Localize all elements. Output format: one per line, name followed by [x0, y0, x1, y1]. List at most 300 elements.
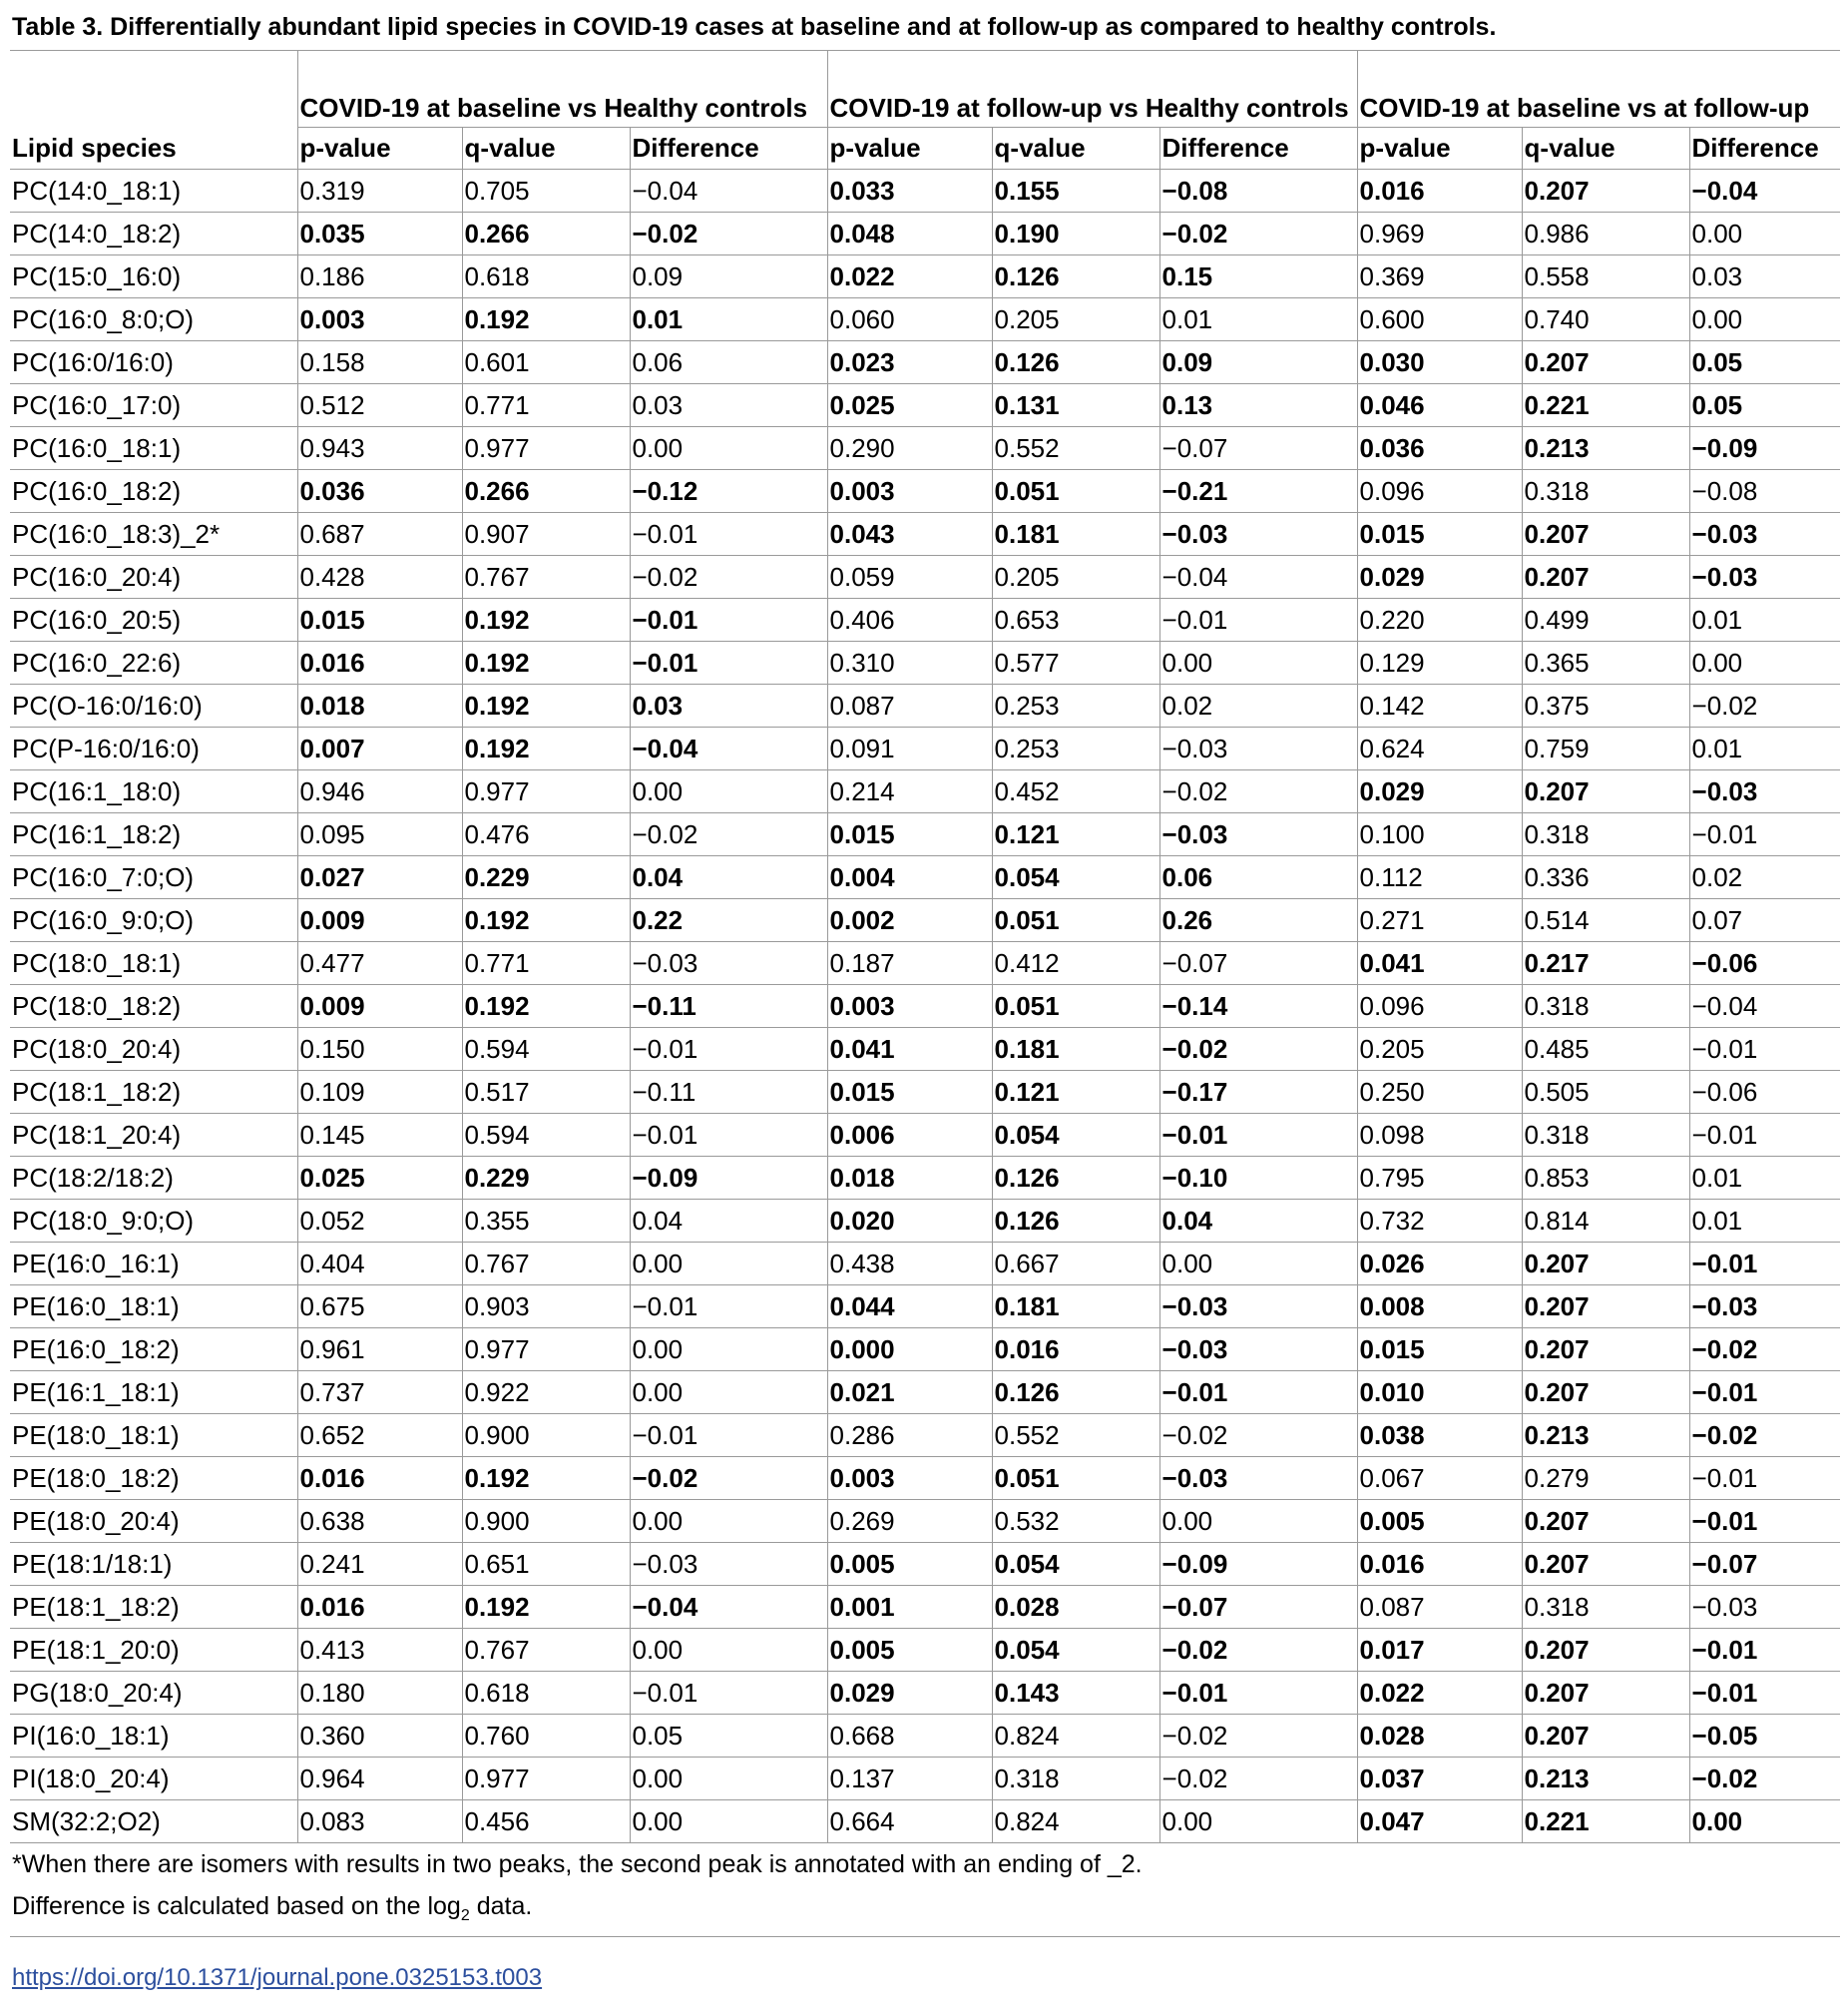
difference-cell: −0.14	[1159, 985, 1357, 1028]
doi-link[interactable]: https://doi.org/10.1371/journal.pone.0325153.t003	[12, 1964, 543, 1991]
p-value-cell: 0.048	[827, 213, 992, 255]
q-value-cell: 0.667	[992, 1243, 1159, 1285]
table-row	[10, 1328, 1840, 1371]
p-value-cell: 0.046	[1357, 384, 1522, 427]
p-value-cell: 0.271	[1357, 899, 1522, 942]
difference-cell: 0.00	[630, 1328, 827, 1371]
table-row	[10, 1500, 1840, 1543]
column-header-difference: Difference	[630, 128, 827, 170]
difference-cell: −0.09	[630, 1157, 827, 1200]
table-row	[10, 1243, 1840, 1285]
difference-cell: −0.03	[1159, 728, 1357, 770]
p-value-cell: 0.512	[297, 384, 462, 427]
difference-cell: −0.17	[1159, 1071, 1357, 1114]
table-row	[10, 170, 1840, 213]
difference-cell: 0.02	[1159, 685, 1357, 728]
column-header-lipid-species: Lipid species	[10, 128, 297, 170]
difference-cell: 0.00	[1159, 1800, 1357, 1843]
footnote-difference	[12, 1890, 532, 1932]
difference-cell: 0.00	[1159, 642, 1357, 685]
p-value-cell: 0.096	[1357, 985, 1522, 1028]
p-value-cell: 0.000	[827, 1328, 992, 1371]
q-value-cell: 0.207	[1522, 1543, 1689, 1586]
lipid-species-cell: PE(18:1/18:1)	[10, 1543, 297, 1586]
difference-cell: 0.03	[1689, 255, 1840, 298]
q-value-cell: 0.824	[992, 1800, 1159, 1843]
q-value-cell: 0.740	[1522, 298, 1689, 341]
q-value-cell: 0.532	[992, 1500, 1159, 1543]
difference-cell: −0.03	[1159, 513, 1357, 556]
difference-cell: 0.04	[630, 1200, 827, 1243]
p-value-cell: 0.017	[1357, 1629, 1522, 1672]
lipid-species-cell: PC(16:1_18:0)	[10, 770, 297, 813]
column-header-q-value: q-value	[462, 128, 630, 170]
p-value-cell: 0.290	[827, 427, 992, 470]
lipid-species-cell: PC(16:0_8:0;O)	[10, 298, 297, 341]
q-value-cell: 0.986	[1522, 213, 1689, 255]
p-value-cell: 0.041	[1357, 942, 1522, 985]
table-row	[10, 942, 1840, 985]
p-value-cell: 0.946	[297, 770, 462, 813]
difference-cell: −0.01	[630, 1285, 827, 1328]
p-value-cell: 0.016	[297, 642, 462, 685]
lipid-species-cell: PC(16:0/16:0)	[10, 341, 297, 384]
lipid-species-cell: PE(16:0_18:2)	[10, 1328, 297, 1371]
q-value-cell: 0.651	[462, 1543, 630, 1586]
p-value-cell: 0.043	[827, 513, 992, 556]
difference-cell: −0.01	[1159, 1371, 1357, 1414]
p-value-cell: 0.083	[297, 1800, 462, 1843]
p-value-cell: 0.028	[1357, 1715, 1522, 1758]
p-value-cell: 0.600	[1357, 298, 1522, 341]
difference-cell: 0.00	[630, 1500, 827, 1543]
difference-cell: 0.02	[1689, 856, 1840, 899]
p-value-cell: 0.003	[827, 985, 992, 1028]
p-value-cell: 0.087	[827, 685, 992, 728]
p-value-cell: 0.664	[827, 1800, 992, 1843]
q-value-cell: 0.054	[992, 856, 1159, 899]
difference-cell: −0.01	[1689, 1243, 1840, 1285]
column-header-p-value: p-value	[1357, 128, 1522, 170]
p-value-cell: 0.003	[827, 470, 992, 513]
lipid-species-cell: PE(18:0_20:4)	[10, 1500, 297, 1543]
table-row	[10, 1715, 1840, 1758]
q-value-cell: 0.155	[992, 170, 1159, 213]
q-value-cell: 0.192	[462, 1586, 630, 1629]
difference-cell: 0.09	[630, 255, 827, 298]
difference-cell: −0.02	[630, 813, 827, 856]
difference-cell: −0.03	[630, 942, 827, 985]
difference-cell: 0.15	[1159, 255, 1357, 298]
p-value-cell: 0.795	[1357, 1157, 1522, 1200]
q-value-cell: 0.552	[992, 427, 1159, 470]
lipid-species-cell: PE(16:0_18:1)	[10, 1285, 297, 1328]
table-row	[10, 1028, 1840, 1071]
difference-cell: −0.03	[1159, 813, 1357, 856]
column-header-difference: Difference	[1159, 128, 1357, 170]
p-value-cell: 0.020	[827, 1200, 992, 1243]
q-value-cell: 0.192	[462, 899, 630, 942]
lipid-species-cell: PC(16:0_18:1)	[10, 427, 297, 470]
p-value-cell: 0.269	[827, 1500, 992, 1543]
difference-cell: 0.00	[630, 427, 827, 470]
difference-cell: −0.01	[630, 1414, 827, 1457]
p-value-cell: 0.025	[827, 384, 992, 427]
q-value-cell: 0.977	[462, 1328, 630, 1371]
p-value-cell: 0.038	[1357, 1414, 1522, 1457]
q-value-cell: 0.318	[1522, 1114, 1689, 1157]
difference-cell: −0.02	[1159, 1715, 1357, 1758]
p-value-cell: 0.004	[827, 856, 992, 899]
table-row	[10, 728, 1840, 770]
lipid-species-cell: PC(16:0_18:2)	[10, 470, 297, 513]
difference-cell: 0.04	[1159, 1200, 1357, 1243]
lipid-species-cell: PC(P-16:0/16:0)	[10, 728, 297, 770]
p-value-cell: 0.016	[1357, 1543, 1522, 1586]
q-value-cell: 0.207	[1522, 170, 1689, 213]
p-value-cell: 0.001	[827, 1586, 992, 1629]
p-value-cell: 0.025	[297, 1157, 462, 1200]
q-value-cell: 0.190	[992, 213, 1159, 255]
difference-cell: −0.09	[1159, 1543, 1357, 1586]
q-value-cell: 0.221	[1522, 384, 1689, 427]
difference-cell: −0.01	[1689, 1114, 1840, 1157]
lipid-species-cell: PC(18:0_18:1)	[10, 942, 297, 985]
q-value-cell: 0.143	[992, 1672, 1159, 1715]
q-value-cell: 0.977	[462, 1758, 630, 1800]
difference-cell: −0.01	[1689, 1371, 1840, 1414]
difference-cell: −0.01	[630, 1114, 827, 1157]
p-value-cell: 0.059	[827, 556, 992, 599]
p-value-cell: 0.015	[1357, 513, 1522, 556]
lipid-species-cell: PE(18:1_20:0)	[10, 1629, 297, 1672]
q-value-cell: 0.205	[992, 556, 1159, 599]
p-value-cell: 0.406	[827, 599, 992, 642]
table-row	[10, 384, 1840, 427]
table-row	[10, 1157, 1840, 1200]
p-value-cell: 0.041	[827, 1028, 992, 1071]
p-value-cell: 0.015	[297, 599, 462, 642]
difference-cell: −0.03	[1159, 1457, 1357, 1500]
footnote-difference-prefix: Difference is calculated based on the log	[12, 1892, 461, 1920]
difference-cell: −0.03	[1689, 1586, 1840, 1629]
lipid-species-cell: PC(16:0_18:3)_2*	[10, 513, 297, 556]
group-header-baseline-vs-controls: COVID-19 at baseline vs Healthy controls	[297, 51, 827, 128]
footnote-isomer: *When there are isomers with results in two peaks, the second peak is annotated with an ending of _2.	[12, 1850, 1143, 1878]
difference-cell: 0.01	[1689, 1200, 1840, 1243]
q-value-cell: 0.207	[1522, 513, 1689, 556]
q-value-cell: 0.771	[462, 942, 630, 985]
difference-cell: 0.05	[630, 1715, 827, 1758]
p-value-cell: 0.675	[297, 1285, 462, 1328]
p-value-cell: 0.404	[297, 1243, 462, 1285]
lipid-species-cell: PC(16:0_9:0;O)	[10, 899, 297, 942]
lipid-species-cell: SM(32:2;O2)	[10, 1800, 297, 1843]
q-value-cell: 0.221	[1522, 1800, 1689, 1843]
lipid-species-cell: PC(18:0_9:0;O)	[10, 1200, 297, 1243]
difference-cell: −0.08	[1689, 470, 1840, 513]
difference-cell: 0.00	[1689, 642, 1840, 685]
q-value-cell: 0.318	[1522, 470, 1689, 513]
p-value-cell: 0.021	[827, 1371, 992, 1414]
q-value-cell: 0.767	[462, 556, 630, 599]
lipid-species-cell: PC(16:0_20:5)	[10, 599, 297, 642]
q-value-cell: 0.207	[1522, 1672, 1689, 1715]
p-value-cell: 0.009	[297, 985, 462, 1028]
difference-cell: −0.01	[630, 642, 827, 685]
q-value-cell: 0.192	[462, 298, 630, 341]
difference-cell: −0.01	[1159, 1672, 1357, 1715]
q-value-cell: 0.814	[1522, 1200, 1689, 1243]
difference-cell: −0.02	[630, 213, 827, 255]
p-value-cell: 0.943	[297, 427, 462, 470]
p-value-cell: 0.010	[1357, 1371, 1522, 1414]
q-value-cell: 0.207	[1522, 1629, 1689, 1672]
p-value-cell: 0.180	[297, 1672, 462, 1715]
q-value-cell: 0.207	[1522, 1500, 1689, 1543]
group-header-baseline-vs-followup: COVID-19 at baseline vs at follow-up	[1357, 51, 1840, 128]
q-value-cell: 0.476	[462, 813, 630, 856]
difference-cell: −0.01	[1689, 1672, 1840, 1715]
p-value-cell: 0.438	[827, 1243, 992, 1285]
q-value-cell: 0.577	[992, 642, 1159, 685]
table-row	[10, 298, 1840, 341]
difference-cell: 0.01	[1689, 599, 1840, 642]
q-value-cell: 0.253	[992, 685, 1159, 728]
difference-cell: 0.00	[1689, 213, 1840, 255]
p-value-cell: 0.030	[1357, 341, 1522, 384]
q-value-cell: 0.900	[462, 1500, 630, 1543]
p-value-cell: 0.016	[297, 1457, 462, 1500]
table-row	[10, 856, 1840, 899]
lipid-species-cell: PC(18:1_18:2)	[10, 1071, 297, 1114]
p-value-cell: 0.006	[827, 1114, 992, 1157]
q-value-cell: 0.229	[462, 1157, 630, 1200]
p-value-cell: 0.023	[827, 341, 992, 384]
p-value-cell: 0.137	[827, 1758, 992, 1800]
difference-cell: −0.04	[630, 728, 827, 770]
difference-cell: 0.00	[1689, 298, 1840, 341]
difference-cell: 0.00	[1689, 1800, 1840, 1843]
difference-cell: 0.06	[1159, 856, 1357, 899]
q-value-cell: 0.192	[462, 728, 630, 770]
q-value-cell: 0.456	[462, 1800, 630, 1843]
q-value-cell: 0.192	[462, 985, 630, 1028]
difference-cell: −0.02	[630, 1457, 827, 1500]
difference-cell: −0.02	[1159, 1758, 1357, 1800]
p-value-cell: 0.018	[297, 685, 462, 728]
difference-cell: −0.01	[630, 599, 827, 642]
table-row	[10, 1414, 1840, 1457]
q-value-cell: 0.207	[1522, 1243, 1689, 1285]
column-header-q-value: q-value	[992, 128, 1159, 170]
difference-cell: −0.01	[1689, 813, 1840, 856]
q-value-cell: 0.207	[1522, 770, 1689, 813]
q-value-cell: 0.318	[1522, 985, 1689, 1028]
p-value-cell: 0.413	[297, 1629, 462, 1672]
q-value-cell: 0.618	[462, 1672, 630, 1715]
p-value-cell: 0.007	[297, 728, 462, 770]
difference-cell: 0.03	[630, 685, 827, 728]
difference-cell: −0.12	[630, 470, 827, 513]
p-value-cell: 0.036	[1357, 427, 1522, 470]
q-value-cell: 0.266	[462, 470, 630, 513]
q-value-cell: 0.207	[1522, 1715, 1689, 1758]
column-header-p-value: p-value	[827, 128, 992, 170]
table-row	[10, 556, 1840, 599]
q-value-cell: 0.051	[992, 470, 1159, 513]
p-value-cell: 0.100	[1357, 813, 1522, 856]
difference-cell: −0.01	[1689, 1028, 1840, 1071]
q-value-cell: 0.365	[1522, 642, 1689, 685]
difference-cell: −0.02	[1159, 213, 1357, 255]
q-value-cell: 0.207	[1522, 1371, 1689, 1414]
p-value-cell: 0.186	[297, 255, 462, 298]
p-value-cell: 0.095	[297, 813, 462, 856]
q-value-cell: 0.253	[992, 728, 1159, 770]
p-value-cell: 0.150	[297, 1028, 462, 1071]
p-value-cell: 0.652	[297, 1414, 462, 1457]
table-row	[10, 470, 1840, 513]
p-value-cell: 0.145	[297, 1114, 462, 1157]
difference-cell: −0.04	[630, 1586, 827, 1629]
p-value-cell: 0.961	[297, 1328, 462, 1371]
p-value-cell: 0.969	[1357, 213, 1522, 255]
difference-cell: 0.01	[1689, 1157, 1840, 1200]
difference-cell: 0.06	[630, 341, 827, 384]
difference-cell: −0.07	[1689, 1543, 1840, 1586]
difference-cell: 0.01	[1689, 728, 1840, 770]
q-value-cell: 0.767	[462, 1243, 630, 1285]
q-value-cell: 0.452	[992, 770, 1159, 813]
q-value-cell: 0.229	[462, 856, 630, 899]
difference-cell: −0.08	[1159, 170, 1357, 213]
difference-cell: 0.05	[1689, 384, 1840, 427]
lipid-species-cell: PE(18:1_18:2)	[10, 1586, 297, 1629]
p-value-cell: 0.044	[827, 1285, 992, 1328]
table-caption: Table 3. Differentially abundant lipid species in COVID-19 cases at baseline and at follow-up as compared to healthy controls.	[12, 13, 1497, 41]
difference-cell: 0.01	[630, 298, 827, 341]
p-value-cell: 0.029	[827, 1672, 992, 1715]
q-value-cell: 0.705	[462, 170, 630, 213]
difference-cell: −0.03	[1689, 1285, 1840, 1328]
table-row	[10, 685, 1840, 728]
lipid-species-cell: PC(16:0_22:6)	[10, 642, 297, 685]
p-value-cell: 0.018	[827, 1157, 992, 1200]
difference-cell: −0.02	[1689, 1414, 1840, 1457]
q-value-cell: 0.266	[462, 213, 630, 255]
q-value-cell: 0.054	[992, 1114, 1159, 1157]
q-value-cell: 0.900	[462, 1414, 630, 1457]
lipid-species-cell: PE(16:1_18:1)	[10, 1371, 297, 1414]
p-value-cell: 0.310	[827, 642, 992, 685]
q-value-cell: 0.601	[462, 341, 630, 384]
p-value-cell: 0.109	[297, 1071, 462, 1114]
difference-cell: 0.00	[1159, 1500, 1357, 1543]
difference-cell: −0.07	[1159, 427, 1357, 470]
footnote-difference-subscript: 2	[460, 1907, 470, 1924]
difference-cell: −0.01	[630, 1672, 827, 1715]
footer-divider	[10, 1936, 1840, 1937]
table-row	[10, 1114, 1840, 1157]
column-header-difference: Difference	[1689, 128, 1840, 170]
p-value-cell: 0.214	[827, 770, 992, 813]
p-value-cell: 0.098	[1357, 1114, 1522, 1157]
p-value-cell: 0.002	[827, 899, 992, 942]
q-value-cell: 0.181	[992, 1028, 1159, 1071]
lipid-species-cell: PC(14:0_18:2)	[10, 213, 297, 255]
table-row	[10, 899, 1840, 942]
p-value-cell: 0.477	[297, 942, 462, 985]
difference-cell: 0.03	[630, 384, 827, 427]
p-value-cell: 0.060	[827, 298, 992, 341]
difference-cell: −0.02	[630, 556, 827, 599]
difference-cell: 0.07	[1689, 899, 1840, 942]
difference-cell: −0.03	[1689, 770, 1840, 813]
q-value-cell: 0.181	[992, 513, 1159, 556]
p-value-cell: 0.112	[1357, 856, 1522, 899]
q-value-cell: 0.192	[462, 685, 630, 728]
header-blank-cell	[10, 51, 297, 128]
q-value-cell: 0.558	[1522, 255, 1689, 298]
p-value-cell: 0.022	[1357, 1672, 1522, 1715]
difference-cell: 0.00	[630, 1800, 827, 1843]
q-value-cell: 0.412	[992, 942, 1159, 985]
p-value-cell: 0.087	[1357, 1586, 1522, 1629]
table-row	[10, 341, 1840, 384]
footnote-difference-suffix: data.	[469, 1892, 533, 1920]
lipid-species-cell: PC(18:1_20:4)	[10, 1114, 297, 1157]
q-value-cell: 0.552	[992, 1414, 1159, 1457]
difference-cell: −0.06	[1689, 942, 1840, 985]
lipid-species-cell: PC(16:1_18:2)	[10, 813, 297, 856]
difference-cell: 0.04	[630, 856, 827, 899]
q-value-cell: 0.279	[1522, 1457, 1689, 1500]
q-value-cell: 0.771	[462, 384, 630, 427]
table-row	[10, 427, 1840, 470]
difference-cell: −0.10	[1159, 1157, 1357, 1200]
q-value-cell: 0.336	[1522, 856, 1689, 899]
table-row	[10, 1285, 1840, 1328]
q-value-cell: 0.903	[462, 1285, 630, 1328]
q-value-cell: 0.121	[992, 1071, 1159, 1114]
lipid-species-cell: PC(16:0_17:0)	[10, 384, 297, 427]
q-value-cell: 0.922	[462, 1371, 630, 1414]
q-value-cell: 0.126	[992, 1371, 1159, 1414]
lipid-species-cell: PE(18:0_18:1)	[10, 1414, 297, 1457]
p-value-cell: 0.016	[1357, 170, 1522, 213]
difference-cell: 0.00	[630, 1758, 827, 1800]
q-value-cell: 0.517	[462, 1071, 630, 1114]
p-value-cell: 0.319	[297, 170, 462, 213]
p-value-cell: 0.052	[297, 1200, 462, 1243]
q-value-cell: 0.213	[1522, 427, 1689, 470]
q-value-cell: 0.767	[462, 1629, 630, 1672]
lipid-species-cell: PE(18:0_18:2)	[10, 1457, 297, 1500]
difference-cell: −0.04	[1159, 556, 1357, 599]
difference-cell: −0.02	[1689, 1328, 1840, 1371]
q-value-cell: 0.028	[992, 1586, 1159, 1629]
q-value-cell: 0.213	[1522, 1758, 1689, 1800]
p-value-cell: 0.016	[297, 1586, 462, 1629]
p-value-cell: 0.015	[827, 813, 992, 856]
p-value-cell: 0.428	[297, 556, 462, 599]
p-value-cell: 0.732	[1357, 1200, 1522, 1243]
difference-cell: −0.02	[1689, 1758, 1840, 1800]
lipid-species-cell: PE(16:0_16:1)	[10, 1243, 297, 1285]
difference-cell: −0.07	[1159, 942, 1357, 985]
difference-cell: 0.13	[1159, 384, 1357, 427]
